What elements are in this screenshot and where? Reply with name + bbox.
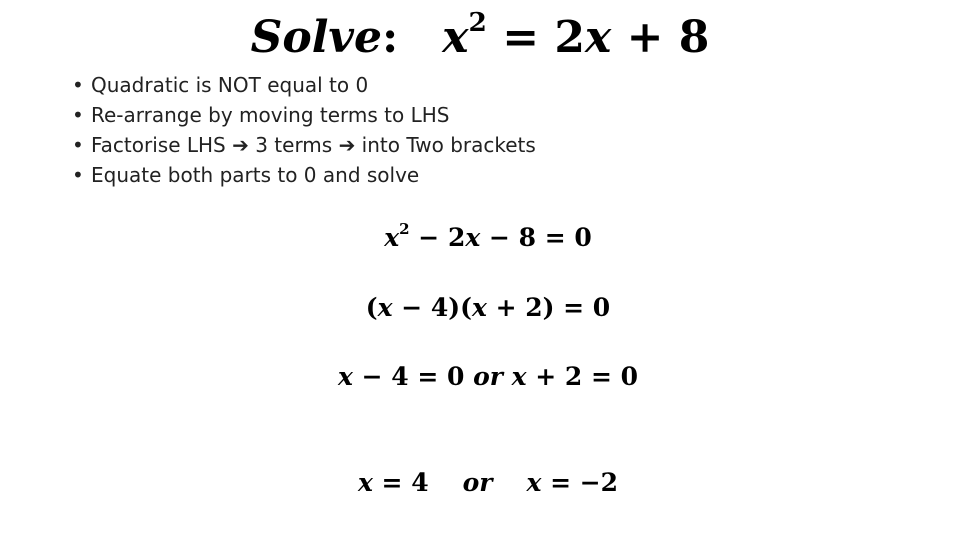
step-rearranged-equation <box>0 221 960 255</box>
instruction-list <box>72 70 536 190</box>
instruction-item: • Factorise LHS ➔ 3 terms ➔ into Two brackets <box>72 130 536 160</box>
instruction-item: • Re-arrange by moving terms to LHS <box>72 100 536 130</box>
title-rhs-coef: 2 <box>554 12 586 63</box>
step2-var1: x <box>377 293 393 322</box>
step4-var2: x <box>526 468 542 497</box>
title-colon: : <box>382 12 399 63</box>
step1-tail: − 8 = 0 <box>480 223 592 252</box>
step4-solution1: = 4 <box>372 468 429 497</box>
title-rhs-const: 8 <box>678 12 710 63</box>
step3-middle: − 4 = 0 <box>352 362 474 391</box>
step1-var2: x <box>465 223 481 252</box>
step3-or: or <box>473 362 503 391</box>
step3-tail: + 2 = 0 <box>526 362 639 391</box>
title-plus: + <box>626 12 664 63</box>
title-rhs-var: x <box>585 12 612 63</box>
title-equation <box>442 6 710 63</box>
step-factorised-equation <box>0 291 960 325</box>
title-lhs-var: x <box>442 12 469 63</box>
slide-title <box>0 8 960 68</box>
instruction-item: • Quadratic is NOT equal to 0 <box>72 70 536 100</box>
step2-open: ( <box>365 293 378 322</box>
step2-middle: − 4)( <box>392 293 472 322</box>
title-equals: = <box>502 12 540 63</box>
title-lhs-exponent: 2 <box>468 6 487 38</box>
step2-tail: + 2) = 0 <box>486 293 611 322</box>
step-split-equations <box>0 360 960 394</box>
step3-var1: x <box>337 362 353 391</box>
step2-var2: x <box>471 293 487 322</box>
step1-var: x <box>384 223 400 252</box>
step1-exponent: 2 <box>399 220 410 238</box>
instruction-item: • Equate both parts to 0 and solve <box>72 160 536 190</box>
step1-middle: − 2 <box>409 223 466 252</box>
step4-var1: x <box>357 468 373 497</box>
step3-var2: x <box>511 362 527 391</box>
step-solutions <box>0 466 960 500</box>
step4-or: or <box>462 468 493 497</box>
title-solve-label: Solve <box>250 12 382 63</box>
step4-solution2: = −2 <box>541 468 619 497</box>
